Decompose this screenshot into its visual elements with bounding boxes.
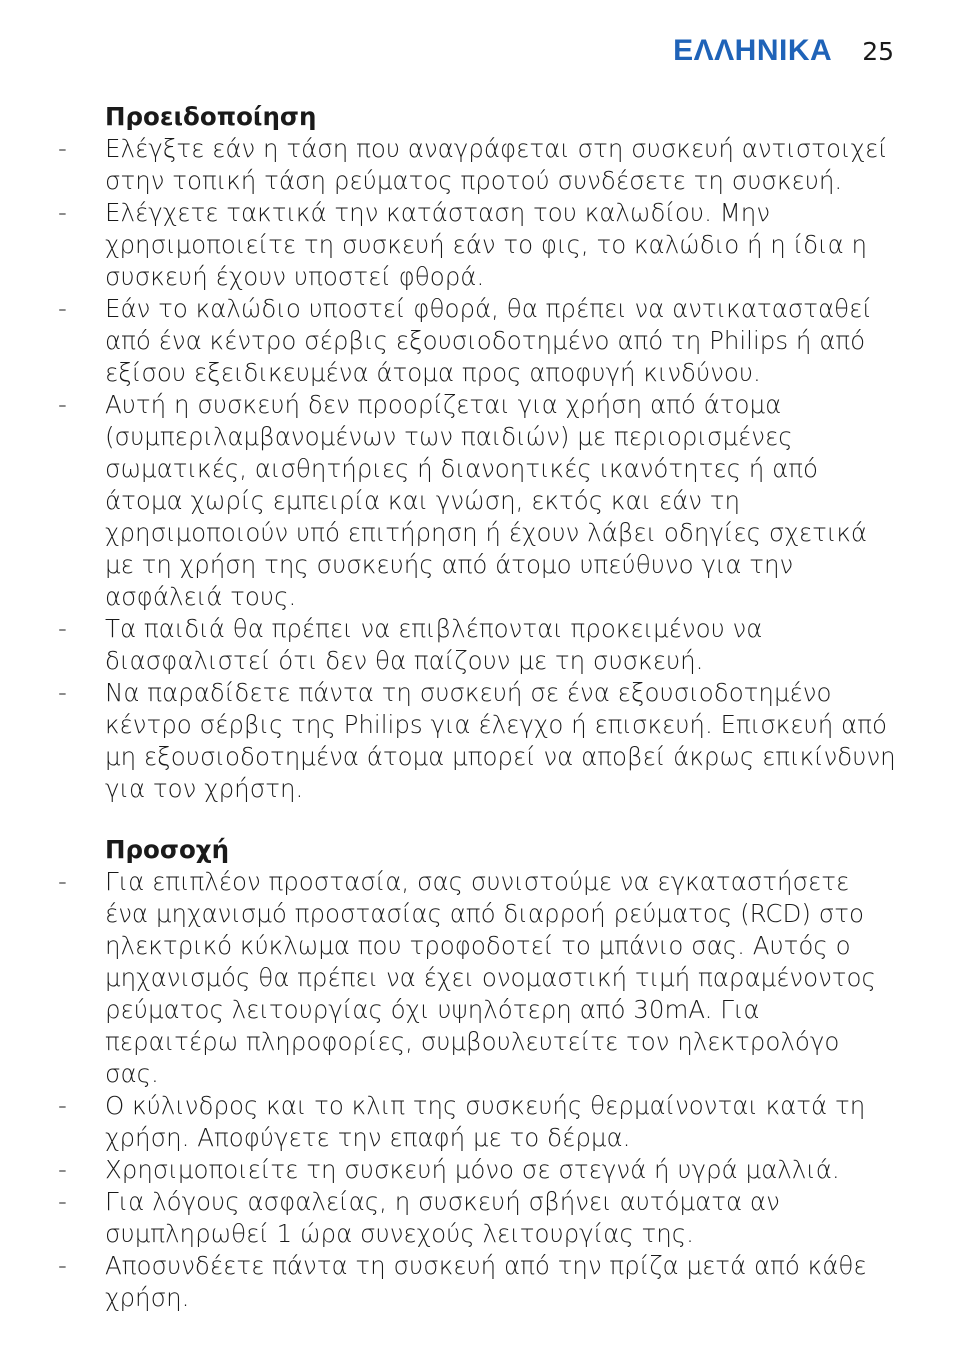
list-item <box>58 866 896 1090</box>
language-label: ΕΛΛΗΝΙΚΑ <box>673 34 833 67</box>
list-item <box>58 613 896 677</box>
list-item <box>58 1250 896 1314</box>
bullet-dash: - <box>58 198 67 227</box>
list-item <box>58 133 896 197</box>
list-item-text: Τα παιδιά θα πρέπει να επιβλέπονται προκειμένου να διασφαλιστεί ότι δεν θα παίζουν με τη συσκευή. <box>105 614 763 675</box>
list-item-text: Για λόγους ασφαλείας, η συσκευή σβήνει αυτόματα αν συμπληρωθεί 1 ώρα συνεχούς λειτουργίας της. <box>105 1187 780 1248</box>
warning-list <box>58 133 896 805</box>
bullet-dash: - <box>58 1251 67 1280</box>
bullet-dash: - <box>58 678 67 707</box>
list-item-text: Αυτή η συσκευή δεν προορίζεται για χρήση από άτομα (συμπεριλαμβανομένων των παιδιών) με περιορισμένες σωματικές, αισθητήριες ή διανοητικές ικανότητες ή από άτομα χωρίς εμπειρία και γνώση, εκτός και εάν τη χρησιμοποιούν υπό επιτήρηση ή έχουν λάβει οδηγίες σχετικά με τη χρήση της συσκευής από άτομο υπεύθυνο για την ασφάλειά τους. <box>105 390 868 611</box>
list-item <box>58 1090 896 1154</box>
bullet-dash: - <box>58 390 67 419</box>
page-content <box>58 101 896 1314</box>
bullet-dash: - <box>58 1187 67 1216</box>
list-item <box>58 197 896 293</box>
list-item-text: Ελέγχετε τακτικά την κατάσταση του καλωδίου. Μην χρησιμοποιείτε τη συσκευή εάν το φις, το καλώδιο ή η ίδια η συσκευή έχουν υποστεί φθορά. <box>105 198 868 291</box>
caution-heading: Προσοχή <box>105 835 230 864</box>
warning-heading: Προειδοποίηση <box>105 102 317 131</box>
list-item-text: Αποσυνδέετε πάντα τη συσκευή από την πρίζα μετά από κάθε χρήση. <box>105 1251 867 1312</box>
bullet-dash: - <box>58 1155 67 1184</box>
bullet-dash: - <box>58 1091 67 1120</box>
list-item <box>58 1154 896 1186</box>
list-item-text: Εάν το καλώδιο υποστεί φθορά, θα πρέπει να αντικατασταθεί από ένα κέντρο σέρβις εξουσιοδοτημένο από τη Philips ή από εξίσου εξειδικευμένα άτομα προς αποφυγή κινδύνου. <box>105 294 872 387</box>
bullet-dash: - <box>58 614 67 643</box>
list-item <box>58 677 896 805</box>
caution-list <box>58 866 896 1314</box>
list-item-text: Ο κύλινδρος και το κλιπ της συσκευής θερμαίνονται κατά τη χρήση. Αποφύγετε την επαφή με το δέρμα. <box>105 1091 866 1152</box>
page-number: 25 <box>862 37 894 66</box>
list-item-text: Για επιπλέον προστασία, σας συνιστούμε να εγκαταστήσετε ένα μηχανισμό προστασίας από διαρροή ρεύματος (RCD) στο ηλεκτρικό κύκλωμα που τροφοδοτεί το μπάνιο σας. Αυτός ο μηχανισμός θα πρέπει να έχει ονομαστική τιμή παραμένοντος ρεύματος λειτουργίας όχι υψηλότερη από 30mA. Για περαιτέρω πληροφορίες, συμβουλευτείτε τον ηλεκτρολόγο σας. <box>105 867 876 1088</box>
page-header <box>673 34 894 68</box>
list-item-text: Χρησιμοποιείτε τη συσκευή μόνο σε στεγνά ή υγρά μαλλιά. <box>105 1155 840 1184</box>
bullet-dash: - <box>58 134 67 163</box>
warning-section <box>58 101 896 805</box>
caution-section <box>58 834 896 1314</box>
list-item <box>58 1186 896 1250</box>
list-item <box>58 293 896 389</box>
list-item-text: Ελέγξτε εάν η τάση που αναγράφεται στη συσκευή αντιστοιχεί στην τοπική τάση ρεύματος προτού συνδέσετε τη συσκευή. <box>105 134 888 195</box>
bullet-dash: - <box>58 294 67 323</box>
list-item <box>58 389 896 613</box>
list-item-text: Να παραδίδετε πάντα τη συσκευή σε ένα εξουσιοδοτημένο κέντρο σέρβις της Philips για έλεγχο ή επισκευή. Επισκευή από μη εξουσιοδοτημένα άτομα μπορεί να αποβεί άκρως επικίνδυνη για τον χρήστη. <box>105 678 896 803</box>
bullet-dash: - <box>58 867 67 896</box>
